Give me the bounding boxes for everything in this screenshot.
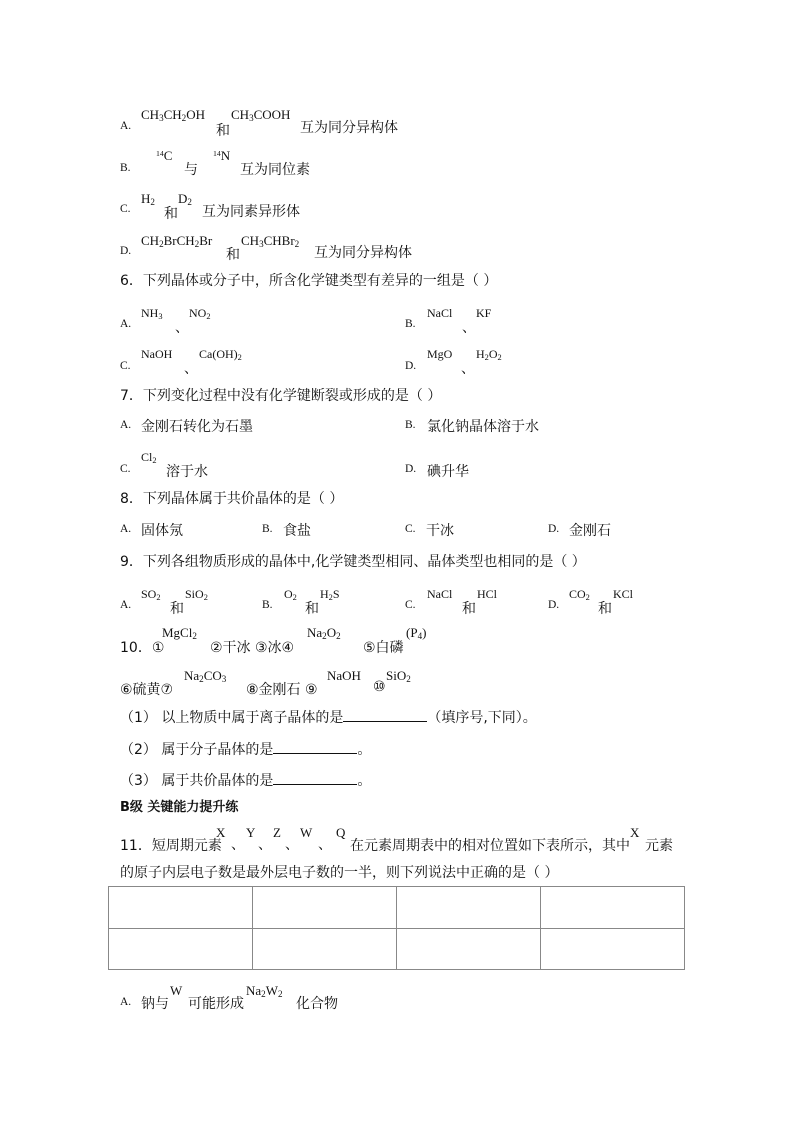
q7b-label: B. xyxy=(405,419,416,431)
q10-naoh: NaOH xyxy=(327,668,361,683)
q5c-text: 互为同素异形体 xyxy=(202,204,300,220)
q10-number: 10．① xyxy=(120,640,165,656)
q5a-formula1: CH3CH2OH xyxy=(141,107,205,124)
q6d-formula2: H2O2 xyxy=(476,347,502,363)
q5c-and: 和 xyxy=(164,206,178,222)
q8a-text: 固体氖 xyxy=(141,523,183,539)
q11-w: W xyxy=(300,825,313,840)
q9a-label: A. xyxy=(120,599,132,611)
q9c-label: C. xyxy=(405,599,416,611)
question-7: 7．下列变化过程中没有化学键断裂或形成的是（ ） xyxy=(120,388,442,404)
q8c-label: C. xyxy=(405,523,416,535)
q11-line2: 的原子内层电子数是最外层电子数的一半，则下列说法中正确的是（ ） xyxy=(120,865,559,881)
q11-sep1: 、 xyxy=(231,837,245,853)
q10-items-2-4: ②干冰 ③冰④ xyxy=(210,640,295,656)
q9c-formula1: NaCl xyxy=(427,587,453,601)
q9d-formula2: KCl xyxy=(613,587,634,601)
q8b-label: B. xyxy=(262,523,273,535)
q9c-and: 和 xyxy=(462,601,476,617)
q9b-and: 和 xyxy=(305,601,319,617)
q6d-formula1: MgO xyxy=(427,347,453,361)
q11-post: 元素 xyxy=(645,838,673,854)
q8b-text: 食盐 xyxy=(283,523,311,539)
q7a-label: A. xyxy=(120,419,132,431)
q10-part-2: （2） 属于分子晶体的是 。 xyxy=(120,742,372,758)
q6b-sep: 、 xyxy=(462,320,476,336)
q10-na2co3: Na2CO3 xyxy=(184,668,227,685)
q6b-formula2: KF xyxy=(476,306,492,320)
periodic-table-grid xyxy=(108,886,685,970)
q10-item-5: ⑤白磷 xyxy=(363,640,404,656)
q9a-and: 和 xyxy=(170,601,184,617)
question-9: 9．下列各组物质形成的晶体中,化学键类型相同、晶体类型也相同的是（ ） xyxy=(120,554,586,570)
q6a-label: A. xyxy=(120,318,132,330)
q11a-label: A. xyxy=(120,996,132,1008)
q5b-isotope1: $^{14}$C xyxy=(156,148,173,163)
q6a-sep: 、 xyxy=(175,320,189,336)
q11-x2: X xyxy=(630,825,640,840)
q10-item-8-9: ⑧金刚石 ⑨ xyxy=(246,682,318,698)
q7b-text: 氯化钠晶体溶于水 xyxy=(427,419,539,435)
q5c-formula1: H2 xyxy=(141,191,155,208)
q11a-text1: 钠与 xyxy=(141,996,169,1012)
q10-part-1: （1） 以上物质中属于离子晶体的是 （填序号,下同）。 xyxy=(120,710,537,726)
q6d-sep: 、 xyxy=(461,361,475,377)
q5d-text: 互为同分异构体 xyxy=(314,245,412,261)
table-row xyxy=(109,928,685,970)
q5a-formula2: CH3COOH xyxy=(231,107,291,124)
q5a-label: A. xyxy=(120,120,132,132)
q9b-label: B. xyxy=(262,599,273,611)
q8d-label: D. xyxy=(548,523,560,535)
answer-blank-3[interactable] xyxy=(273,772,357,785)
table-cell xyxy=(253,928,397,970)
q5a-text: 互为同分异构体 xyxy=(300,120,398,136)
q10-sio2: SiO2 xyxy=(386,668,411,685)
answer-blank-1[interactable] xyxy=(343,709,427,722)
q11a-na2w2: Na2W2 xyxy=(246,983,283,1000)
q7c-text: 溶于水 xyxy=(166,464,208,480)
q11-z: Z xyxy=(273,825,281,840)
q9b-formula2: H2S xyxy=(320,587,340,603)
q10-item-6-7: ⑥硫黄⑦ xyxy=(120,682,174,698)
q6c-sep: 、 xyxy=(184,361,198,377)
q11-sep3: 、 xyxy=(285,837,299,853)
q11-sep4: 、 xyxy=(318,837,332,853)
q5c-label: C. xyxy=(120,203,131,215)
q6c-formula1: NaOH xyxy=(141,347,173,361)
q11-pre: 11．短周期元素 xyxy=(120,838,222,854)
q9a-formula1: SO2 xyxy=(141,587,161,603)
q7d-text: 碘升华 xyxy=(427,464,469,480)
table-cell xyxy=(253,887,397,929)
table-cell xyxy=(397,887,541,929)
q8d-text: 金刚石 xyxy=(569,523,611,539)
q9d-and: 和 xyxy=(598,601,612,617)
q11a-text3: 化合物 xyxy=(296,996,338,1012)
q10-part-3: （3） 属于共价晶体的是 。 xyxy=(120,773,372,789)
q10-item-10: ⑩ xyxy=(373,679,386,695)
q6b-label: B. xyxy=(405,318,416,330)
q5b-with: 与 xyxy=(184,162,198,178)
q10-na2o2: Na2O2 xyxy=(307,625,341,642)
q6d-label: D. xyxy=(405,360,417,372)
q9d-formula1: CO2 xyxy=(569,587,590,603)
q5d-and: 和 xyxy=(226,247,240,263)
q9b-formula1: O2 xyxy=(284,587,297,603)
q7a-text: 金刚石转化为石墨 xyxy=(141,419,253,435)
q5d-label: D. xyxy=(120,245,132,257)
q7c-label: C. xyxy=(120,463,131,475)
q5b-text: 互为同位素 xyxy=(240,162,310,178)
q7d-label: D. xyxy=(405,463,417,475)
answer-blank-2[interactable] xyxy=(273,741,357,754)
q5d-formula1: CH2BrCH2Br xyxy=(141,233,213,250)
q7c-formula: Cl2 xyxy=(141,450,157,466)
q11a-w: W xyxy=(170,983,183,998)
question-6: 6．下列晶体或分子中，所含化学键类型有差异的一组是（ ） xyxy=(120,273,498,289)
table-cell xyxy=(109,928,253,970)
table-cell xyxy=(109,887,253,929)
q11-q: Q xyxy=(336,825,346,840)
section-b-heading: B级 关键能力提升练 xyxy=(120,800,239,815)
q6c-formula2: Ca(OH)2 xyxy=(199,347,242,363)
q8c-text: 干冰 xyxy=(426,523,454,539)
q11a-text2: 可能形成 xyxy=(188,996,244,1012)
q6c-label: C. xyxy=(120,360,131,372)
q11-mid: 在元素周期表中的相对位置如下表所示，其中 xyxy=(350,838,630,854)
q8a-label: A. xyxy=(120,523,132,535)
q11-x: X xyxy=(216,825,226,840)
q9c-formula2: HCl xyxy=(477,587,498,601)
q11-sep2: 、 xyxy=(258,837,272,853)
table-cell xyxy=(541,887,685,929)
q10-mgcl2: MgCl2 xyxy=(162,625,197,642)
table-cell xyxy=(541,928,685,970)
q6a-formula1: NH3 xyxy=(141,306,163,322)
q10-p4: (P4) xyxy=(406,625,427,642)
q5c-formula2: D2 xyxy=(178,191,192,208)
q9d-label: D. xyxy=(548,599,560,611)
q11-y: Y xyxy=(246,825,256,840)
table-cell xyxy=(397,928,541,970)
question-8: 8．下列晶体属于共价晶体的是（ ） xyxy=(120,491,344,507)
q6b-formula1: NaCl xyxy=(427,306,453,320)
q5b-isotope2: $^{14}$N xyxy=(213,148,231,163)
q9a-formula2: SiO2 xyxy=(185,587,208,603)
q5d-formula2: CH3CHBr2 xyxy=(241,233,300,250)
table-row xyxy=(109,887,685,929)
q5b-label: B. xyxy=(120,162,131,174)
q6a-formula2: NO2 xyxy=(189,306,211,322)
q5a-and: 和 xyxy=(216,123,230,139)
